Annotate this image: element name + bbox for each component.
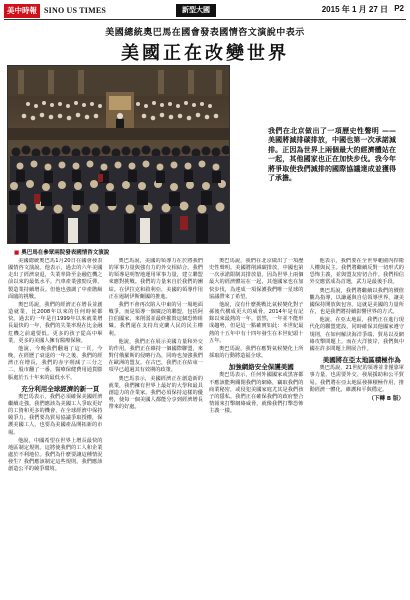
- paragraph: 奧巴馬表示，我們必須確保美國經濟繼續走強。我們應該為美國工人爭取更好的工資和更多的機會，在全球經濟中保持競爭力。我們要為貿易協議爭取授權，保護美國工人，也要為美國產品開拓新的市場。: [8, 393, 103, 436]
- paragraph: 美國總統奧巴馬1月20日在國會發表國情咨文演說。他表示，過去的六年美國走出了經濟衰退，失業率降至金融危機之前以來的最低水平。汽車產業強勁反彈，製造業持續增長。但他也強調了中產階級面臨的挑戰。: [8, 258, 103, 300]
- paragraph: 奧巴馬表示，任何外國國家或黑客都不應該能夠關閉我們的網絡，竊取我們的商業秘密，或侵犯美國家庭尤其是我們孩子的隱私。我們正在確保我們的政府整合情報來打擊網絡威脅，就像我們打擊恐怖主義一樣。: [209, 372, 304, 415]
- caption-bullet-icon: ■: [14, 250, 20, 256]
- congress-chamber-illustration: [8, 66, 230, 244]
- masthead: [4, 3, 406, 18]
- paragraph: 奧巴馬說，我們將繼續以我們的價值觀為指導，以謙遜與自信領導世界，讓美國保持開放與包容。這就是美國的力量所在，也是我們將持續影響世界的方式。: [309, 287, 404, 316]
- paragraph: 他說，在亞太地區，我們正在進行現代化的聯盟建設，同時確保其他國家遵守規則，在如何解決海洋爭端、貿易以及網絡攻擊問題上。而在大洋彼岸，我們與中國在許多問題上開展合作。: [309, 317, 404, 352]
- paragraph: 奧巴馬說，我們的經濟正在增長並創造就業，比2008年以來的任何時候都快。過去的一年是自1999年以來就業增長最快的一年，我們的失業率現在比金融危機之前還要低。更多的孩子從高中畢業，更多的美國人擁有醫療保險。: [8, 301, 103, 344]
- section-heading: 加強網絡安全保護美國: [228, 363, 294, 372]
- column-1: [8, 258, 103, 590]
- page-number: P2: [394, 4, 404, 13]
- newspaper-page: [4, 3, 406, 597]
- article-subtitle: 美國總統奧巴馬在國會發表國情咨文演說中表示: [105, 28, 305, 38]
- paragraph: 他說，中國希望在世界上增長最快的地區制定規則。這將使我們的工人和企業處於不利地位。我們為什麼要讓這種情況發生？我們應該制定這些規則。我們應該創造公平的競爭環境。: [8, 437, 103, 473]
- photo-caption-text: 奧巴馬在參眾兩院發表國情咨文演說: [21, 250, 110, 256]
- pull-quote: 我們在北京做出了一項歷史性聲明 —— 美國將減排碳排放，中國也第一次承諾減排。正因為世界上兩個最大的經濟體站在一起，其他國家也正在加快步伐。我今年將爭取使我們減排的國際協議達成並獲得了承擔。: [268, 127, 396, 183]
- photo-caption: [14, 248, 109, 256]
- section-heading: 美國將在亞太地區積極作為: [322, 356, 401, 365]
- masthead-rule: [4, 19, 406, 20]
- article-headline: 美國正在改變世界: [121, 43, 289, 64]
- paragraph: 他說，沒有什麼挑戰比氣候變化對子孫後代構成更大的威脅。2014年是有記錄以來最熱的一年。當然，一年並不能形成趨勢，但是這一點確實如此：本世紀最熱的十五年中有十四年發生在本世紀頭十五年。: [209, 301, 304, 344]
- paragraph: 他說，今晚我們翻過了這一頁。今晚，在經歷了衰退的一年之後，我們的經濟正在增長，我們的赤字削減了三分之二，股市翻了一番，醫療保健費用通貨膨脹處於五十年來的最低水平。: [8, 345, 103, 381]
- paragraph: 奧巴馬表示，美國經濟正在創造新的就業，我們擁有世界上最好的大學和最具創造力的企業家。我們必須保持這樣的優勢，使每一個美國人都能分享到經濟增長帶來的好處。: [108, 375, 203, 411]
- newspaper-name-english: SINO US TIMES: [44, 6, 107, 15]
- paragraph: 奧巴馬說，美國的領導力在於將我們的軍事力量與強有力的外交相結合。我們的領導是明智地運用軍事力量，建立聯盟來應對挑戰。我們的力量來自於我們的團結。在伊拉克和敘利亞，美國的領導作用正在遏制伊斯蘭國的推進。: [108, 258, 203, 300]
- paragraph: 奧巴馬說，我們在應對氣候變化上所採取的行動將造福全球。: [209, 345, 304, 360]
- paragraph: 我們不會再次陷入中東的另一場地面戰爭，而是領導一個廣泛的聯盟，包括阿拉伯國家，來削弱並最終摧毀這個恐怖組織。我們還在支持烏克蘭人民的民主權利。: [108, 301, 203, 337]
- paragraph: 奧巴馬說，我們在北京做出了一項歷史性聲明。美國將削減碳排放，中國也第一次承諾限制其排放量。因為世界上兩個最大的經濟體站在一起，其他國家也在加快步伐，為達成一項保護我們唯一星球的協議帶來了希望。: [209, 258, 304, 300]
- section-tag: 新型大國: [176, 4, 216, 17]
- column-3: [209, 258, 304, 590]
- continued-note: （下轉 B 版）: [368, 395, 404, 402]
- paragraph: 奧巴馬說，21世紀的領導並非僅靠軍事力量，也需要外交、發展援助和公平貿易。我們將在亞太地區發揮積極作用，推動經濟一體化，維護和平與穩定。: [309, 365, 404, 393]
- congress-photo: [7, 65, 230, 244]
- column-4: [310, 258, 405, 590]
- section-heading: 充分利用全球經濟的新一頁: [21, 384, 100, 393]
- paragraph: 他說，我們正在展示美國力量和外交的作用。我們正在維持一個國際聯盟，來對付俄羅斯的侵略行為，同時也加強我們在歐洲的盟友。在古巴，我們正在結束一項早已超過其有效期的政策。: [108, 338, 203, 374]
- newspaper-logo: 美中時報: [4, 4, 40, 18]
- article-body: [8, 258, 404, 590]
- column-2: [109, 258, 204, 590]
- paragraph: 他表示，我們要在全世界範圍內捍衛人權與民主。我們將繼續反對一切形式的恐怖主義，並與盟友密切合作。我們相信外交應當成為首選，武力是最後手段。: [309, 258, 404, 286]
- issue-date: 2015 年 1 月 27 日: [321, 5, 388, 14]
